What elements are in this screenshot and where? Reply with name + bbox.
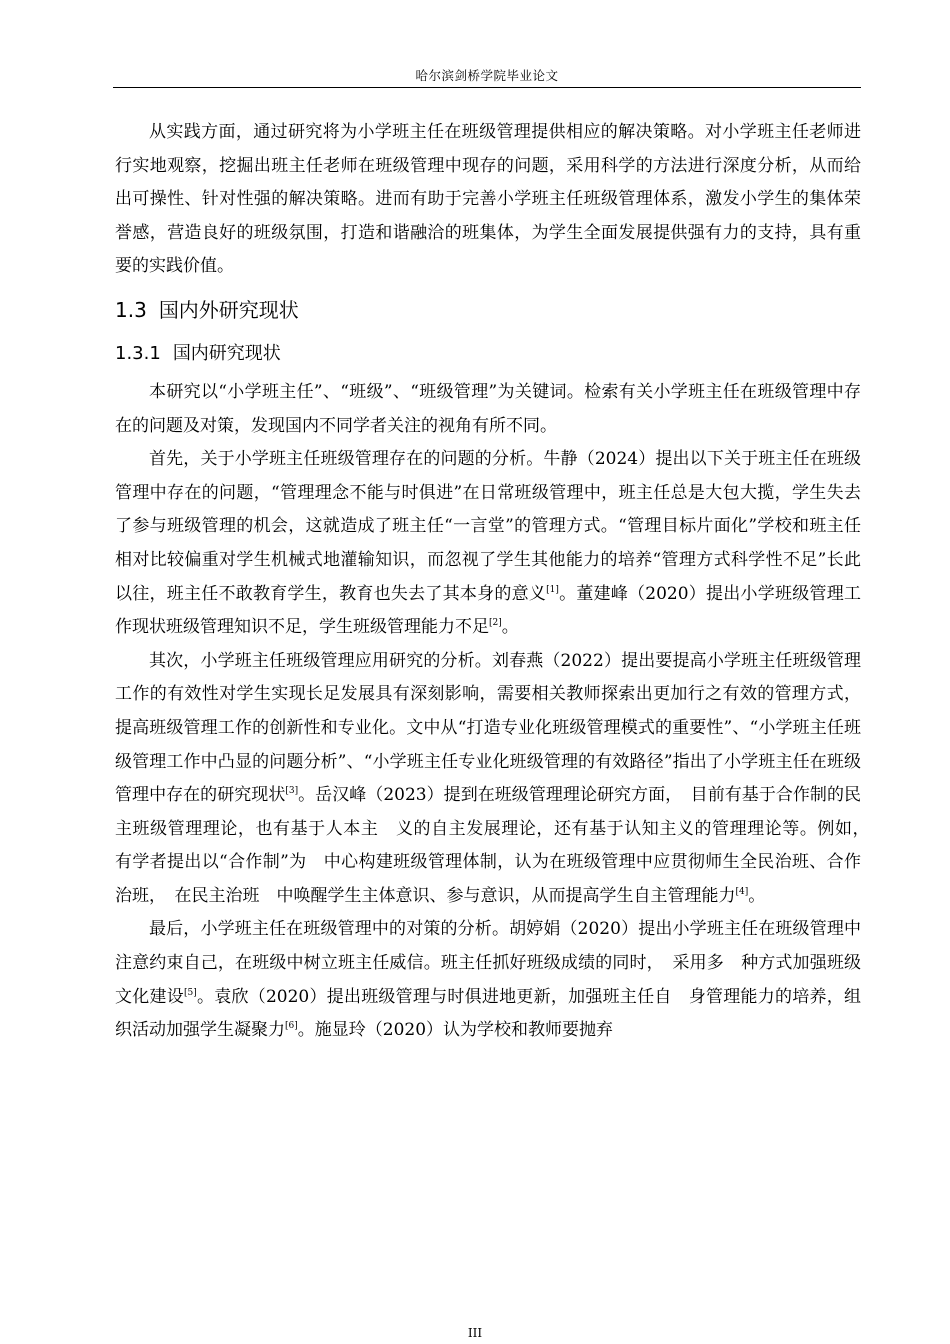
- subsection-title: 国内研究现状: [172, 342, 281, 364]
- paragraph-text: 其次，小学班主任班级管理应用研究的分析。刘春燕（2022）提出要提高小学班主任班级管理工作的有效性对学生实现长足发展具有深刻影响，需要相关教师探索出更加行之有效的管理方式，提高班级管理工作的创新性和专业化。文中从“打造专业化班级管理模式的重要性”、“小学班主任班级管理工作中凸显的问题分析”、“小学班主任专业化班级管理的有效路径”指出了小学班主任在班级管理中存在的研究现状: [115, 650, 861, 806]
- citation-ref-6[interactable]: [6]: [285, 1021, 298, 1032]
- page-number: III: [467, 1326, 483, 1340]
- citation-ref-5[interactable]: [5]: [183, 987, 197, 998]
- paragraph-intro: 本研究以“小学班主任”、“班级”、“班级管理”为关键词。检索有关小学班主任在班级管理中存在的问题及对策，发现国内不同学者关注的视角有所不同。: [115, 381, 861, 436]
- section-number: 1.3: [115, 297, 147, 322]
- citation-ref-3[interactable]: [3]: [285, 786, 299, 797]
- subsection-number: 1.3.1: [115, 342, 161, 364]
- citation-ref-1[interactable]: [1]: [546, 584, 559, 595]
- paragraph-application: [115, 645, 878, 914]
- paragraph-text: 。董建峰（2020）提出小学班级管理工作现状班级管理知识不足，学生班级管理能力不足: [115, 583, 862, 638]
- paragraph-text: 。岳汉峰（2023）提到在班级管理理论研究方面， 目前有基于合作制的民主班级管理理论，也有基于人本主 义的自主发展理论，还有基于认知主义的管理理论等。例如， 有学者提出以“合作制”为 中心构建班级管理体制，认为在班级管理中应贯彻师生全民治班、合作治班， 在民主治班 中唤醒学生主体意识、参与意识，从而提高学生自主管理能力: [115, 785, 878, 906]
- paragraph-text: 首先，关于小学班主任班级管理存在的问题的分析。牛静（2024）提出以下关于班主任在班级管理中存在的问题，“管理理念不能与时俱进”在日常班级管理中，班主任总是大包大揽，学生失去了参与班级管理的机会，这就造成了班主任“一言堂”的管理方式。“管理目标片面化”学校和班主任相对比较偏重对学生机械式地灌输知识，而忽视了学生其他能力的培养“管理方式科学性不足”长此以往，班主任不敢教育学生，教育也失去了其本身的意义: [115, 449, 861, 604]
- subsection-heading: [115, 332, 861, 376]
- paragraph-text: 。袁欣（2020）提出班级管理与时俱进地更新，加强班主任自 身管理能力的培养，组织活动加强学生凝聚力: [115, 986, 862, 1041]
- paragraph-countermeasures: [115, 913, 861, 1047]
- paragraph-problems: [115, 443, 861, 645]
- section-title: 国内外研究现状: [158, 297, 299, 322]
- paragraph-text: 最后，小学班主任在班级管理中的对策的分析。胡婷娟（2020）提出小学班主任在班级管理中注意约束自己，在班级中树立班主任威信。班主任抓好班级成绩的同时， 采用多 种方式加强班级文化建设: [115, 919, 861, 1007]
- citation-ref-2[interactable]: [2]: [489, 618, 502, 629]
- paragraph-text: 。: [748, 885, 766, 906]
- paragraph-text: 。: [501, 617, 519, 638]
- page-body: [115, 116, 878, 1048]
- paragraph-text: 。施显玲（2020）认为学校和教师要抛弃: [297, 1020, 614, 1041]
- header-rule: [113, 87, 861, 88]
- citation-ref-4[interactable]: [4]: [735, 886, 749, 897]
- section-heading: [115, 288, 861, 332]
- running-header: 哈尔滨剑桥学院毕业论文: [415, 68, 559, 83]
- paragraph-practice: 从实践方面，通过研究将为小学班主任在班级管理提供相应的解决策略。对小学班主任老师进行实地观察，挖掘出班主任老师在班级管理中现存的问题，采用科学的方法进行深度分析，从而给出可操性、针对性强的解决策略。进而有助于完善小学班主任班级管理体系，激发小学生的集体荣誉感，营造良好的班级氛围，打造和谐融洽的班集体，为学生全面发展提供强有力的支持，具有重要的实践价值。: [115, 122, 861, 277]
